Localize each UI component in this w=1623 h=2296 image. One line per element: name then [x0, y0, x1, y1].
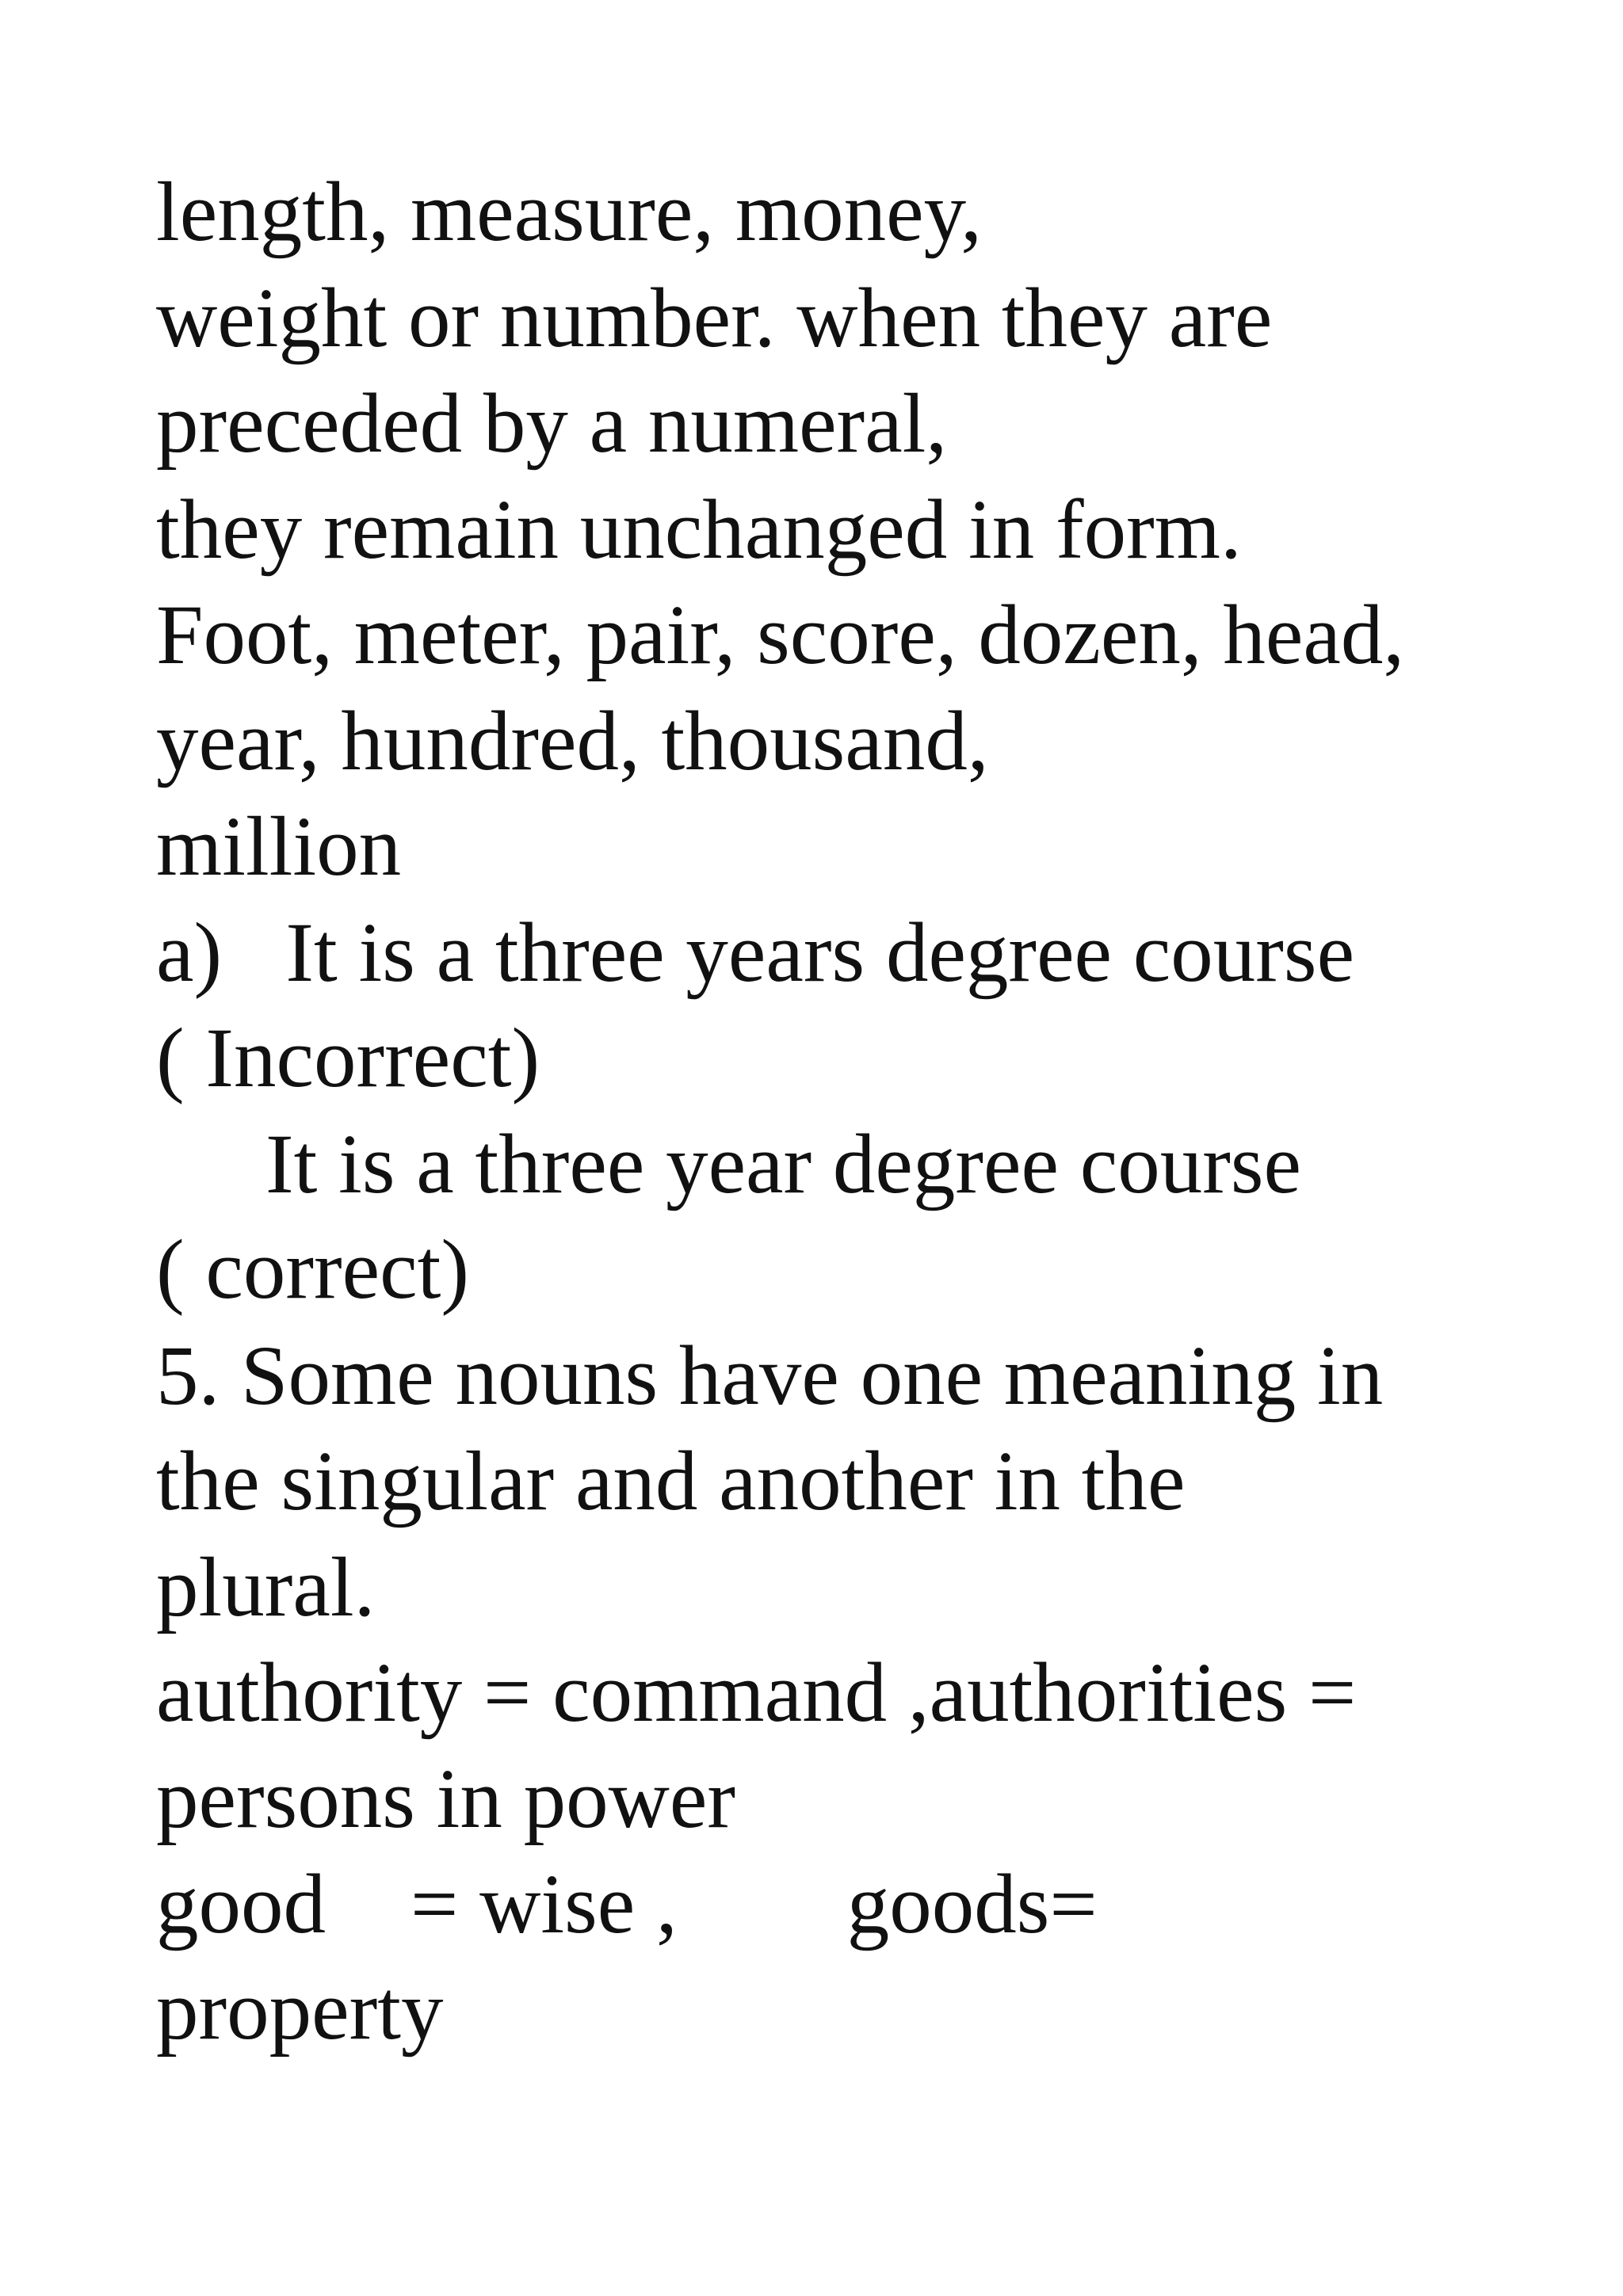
text-line: year, hundred, thousand,: [156, 694, 989, 788]
example-good-goods: good = wise , goods=: [156, 1858, 1098, 1951]
text-line: million: [156, 800, 402, 894]
correct-label: ( correct): [156, 1223, 469, 1317]
text-line: the singular and another in the: [156, 1435, 1186, 1528]
incorrect-label: ( Incorrect): [156, 1012, 540, 1105]
example-incorrect-sentence: a) It is a three years degree course: [156, 906, 1355, 1000]
text-line: plural.: [156, 1540, 376, 1634]
text-line: Foot, meter, pair, score, dozen, head,: [156, 589, 1405, 682]
example-authority: authority = command ,authorities =: [156, 1646, 1357, 1740]
text-line: preceded by a numeral,: [156, 377, 948, 471]
rule-5-heading: 5. Some nouns have one meaning in: [156, 1329, 1384, 1423]
document-text: [156, 160, 1567, 2064]
text-line: length, measure, money,: [156, 166, 982, 259]
text-line: property: [156, 1963, 444, 2058]
text-line: weight or number. when they are: [156, 271, 1273, 365]
example-correct-sentence: It is a three year degree course: [265, 1117, 1302, 1211]
text-line: they remain unchanged in form.: [156, 482, 1242, 577]
text-line: persons in power: [156, 1752, 736, 1846]
